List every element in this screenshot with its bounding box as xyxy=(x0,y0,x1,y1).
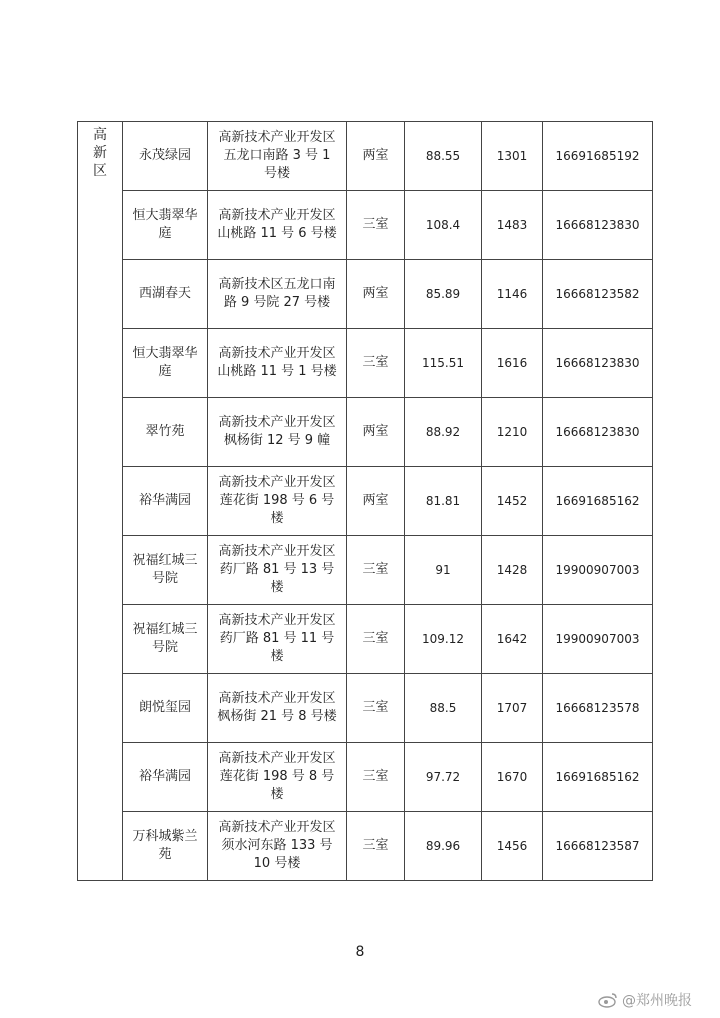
rooms-cell: 三室 xyxy=(347,191,405,260)
community-cell: 恒大翡翠华庭 xyxy=(123,191,208,260)
phone-cell: 16668123587 xyxy=(543,812,653,881)
address-cell: 高新技术产业开发区五龙口南路 3 号 1 号楼 xyxy=(208,122,347,191)
table-row xyxy=(78,260,653,329)
price-cell: 1456 xyxy=(482,812,543,881)
price-cell: 1483 xyxy=(482,191,543,260)
table-row xyxy=(78,398,653,467)
community-cell: 西湖春天 xyxy=(123,260,208,329)
address-cell: 高新技术产业开发区山桃路 11 号 6 号楼 xyxy=(208,191,347,260)
table-row xyxy=(78,536,653,605)
phone-cell: 16668123578 xyxy=(543,674,653,743)
price-cell: 1452 xyxy=(482,467,543,536)
price-cell: 1707 xyxy=(482,674,543,743)
address-cell: 高新技术产业开发区须水河东路 133 号 10 号楼 xyxy=(208,812,347,881)
price-cell: 1616 xyxy=(482,329,543,398)
rooms-cell: 三室 xyxy=(347,605,405,674)
area-cell: 85.89 xyxy=(405,260,482,329)
address-cell: 高新技术产业开发区莲花街 198 号 8 号楼 xyxy=(208,743,347,812)
area-cell: 81.81 xyxy=(405,467,482,536)
rooms-cell: 两室 xyxy=(347,398,405,467)
address-cell: 高新技术产业开发区药厂路 81 号 11 号楼 xyxy=(208,605,347,674)
area-cell: 115.51 xyxy=(405,329,482,398)
page-number: 8 xyxy=(355,944,365,960)
phone-cell: 16691685192 xyxy=(543,122,653,191)
price-cell: 1210 xyxy=(482,398,543,467)
community-cell: 翠竹苑 xyxy=(123,398,208,467)
watermark xyxy=(598,990,692,1010)
rooms-cell: 三室 xyxy=(347,674,405,743)
table-row xyxy=(78,812,653,881)
area-cell: 108.4 xyxy=(405,191,482,260)
phone-cell: 16691685162 xyxy=(543,743,653,812)
price-cell: 1670 xyxy=(482,743,543,812)
housing-table xyxy=(77,121,653,881)
community-cell: 祝福红城三号院 xyxy=(123,605,208,674)
district-label: 高新区 xyxy=(93,127,107,179)
address-cell: 高新技术产业开发区莲花街 198 号 6 号楼 xyxy=(208,467,347,536)
table-row xyxy=(78,467,653,536)
area-cell: 97.72 xyxy=(405,743,482,812)
table-row xyxy=(78,191,653,260)
rooms-cell: 三室 xyxy=(347,329,405,398)
area-cell: 109.12 xyxy=(405,605,482,674)
community-cell: 永茂绿园 xyxy=(123,122,208,191)
rooms-cell: 三室 xyxy=(347,536,405,605)
address-cell: 高新技术区五龙口南路 9 号院 27 号楼 xyxy=(208,260,347,329)
address-cell: 高新技术产业开发区枫杨街 12 号 9 幢 xyxy=(208,398,347,467)
phone-cell: 19900907003 xyxy=(543,536,653,605)
community-cell: 祝福红城三号院 xyxy=(123,536,208,605)
community-cell: 裕华满园 xyxy=(123,743,208,812)
table-row xyxy=(78,122,653,191)
phone-cell: 16668123830 xyxy=(543,398,653,467)
table-body xyxy=(78,122,653,881)
price-cell: 1146 xyxy=(482,260,543,329)
phone-cell: 19900907003 xyxy=(543,605,653,674)
table-row xyxy=(78,605,653,674)
phone-cell: 16668123830 xyxy=(543,329,653,398)
phone-cell: 16668123582 xyxy=(543,260,653,329)
price-cell: 1428 xyxy=(482,536,543,605)
address-cell: 高新技术产业开发区山桃路 11 号 1 号楼 xyxy=(208,329,347,398)
community-cell: 朗悦玺园 xyxy=(123,674,208,743)
price-cell: 1301 xyxy=(482,122,543,191)
rooms-cell: 两室 xyxy=(347,122,405,191)
address-cell: 高新技术产业开发区药厂路 81 号 13 号楼 xyxy=(208,536,347,605)
rooms-cell: 三室 xyxy=(347,743,405,812)
community-cell: 恒大翡翠华庭 xyxy=(123,329,208,398)
rooms-cell: 两室 xyxy=(347,260,405,329)
watermark-text: @郑州晚报 xyxy=(622,993,692,1009)
table-row xyxy=(78,329,653,398)
table-row xyxy=(78,674,653,743)
rooms-cell: 两室 xyxy=(347,467,405,536)
area-cell: 89.96 xyxy=(405,812,482,881)
area-cell: 88.55 xyxy=(405,122,482,191)
phone-cell: 16668123830 xyxy=(543,191,653,260)
area-cell: 91 xyxy=(405,536,482,605)
community-cell: 裕华满园 xyxy=(123,467,208,536)
table-row xyxy=(78,743,653,812)
area-cell: 88.92 xyxy=(405,398,482,467)
district-cell xyxy=(78,122,123,881)
price-cell: 1642 xyxy=(482,605,543,674)
community-cell: 万科城紫兰苑 xyxy=(123,812,208,881)
weibo-logo-icon xyxy=(598,992,618,1008)
phone-cell: 16691685162 xyxy=(543,467,653,536)
address-cell: 高新技术产业开发区枫杨街 21 号 8 号楼 xyxy=(208,674,347,743)
area-cell: 88.5 xyxy=(405,674,482,743)
rooms-cell: 三室 xyxy=(347,812,405,881)
